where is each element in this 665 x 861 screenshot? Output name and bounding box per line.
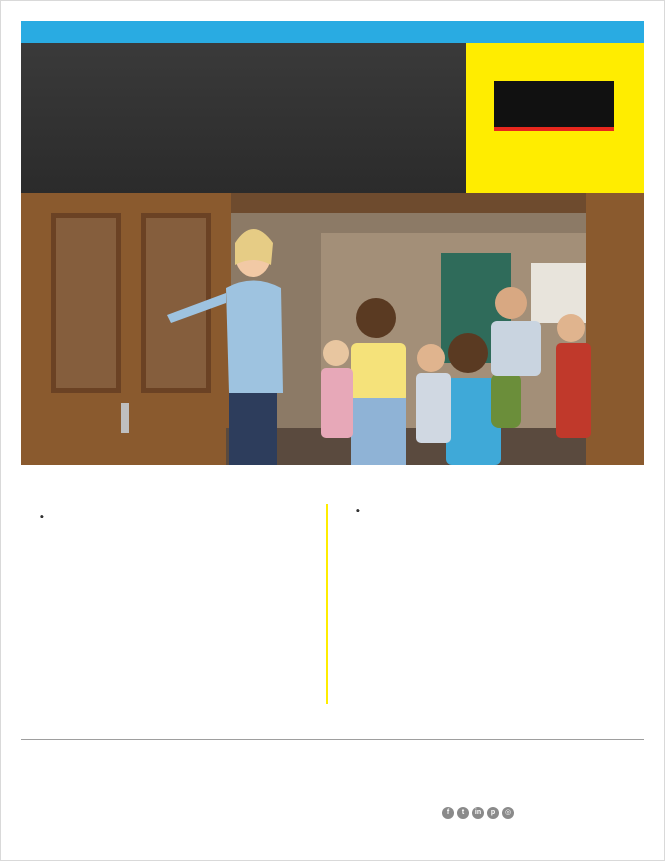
footer-divider <box>21 739 644 740</box>
contact-line <box>40 768 48 780</box>
school-door-photo <box>21 193 644 465</box>
pinterest-icon[interactable]: p <box>487 807 499 819</box>
subheadline <box>40 122 460 147</box>
column-divider <box>326 504 328 704</box>
teachers-on-call-logo <box>494 81 614 131</box>
twitter-icon[interactable]: t <box>457 807 469 819</box>
benefits-column <box>40 504 310 510</box>
top-accent-bar <box>21 21 644 43</box>
social-icons <box>442 807 514 819</box>
facebook-icon[interactable]: f <box>442 807 454 819</box>
hero-header-panel <box>21 43 466 193</box>
linkedin-icon[interactable]: in <box>472 807 484 819</box>
hero-photo <box>21 193 644 465</box>
requirements-column <box>353 504 623 518</box>
instagram-icon[interactable]: ◎ <box>502 807 514 819</box>
